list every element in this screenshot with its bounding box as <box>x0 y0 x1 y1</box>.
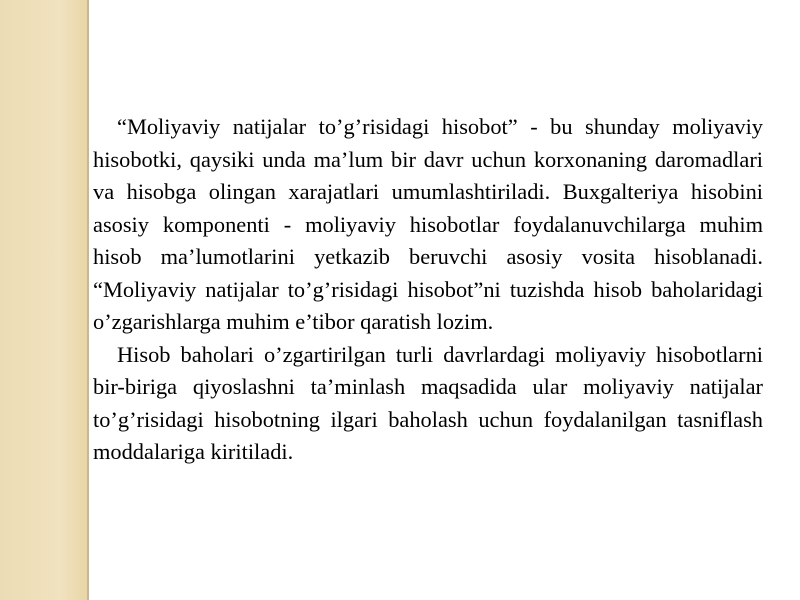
paragraph-2: Hisob baholari o’zgartirilgan turli davrlardagi moliyaviy hisobotlarni bir-biriga qiyoslashni ta’minlash maqsadida ular moliyaviy natijalar to’g’risidagi hisobotning ilgari baholash uchun foydalanilgan tasniflash moddalariga kiritiladi. <box>93 341 763 464</box>
slide-body-text <box>93 111 763 469</box>
side-bar-edge <box>87 0 89 600</box>
decorative-side-bar <box>0 0 87 600</box>
paragraph-1: “Moliyaviy natijalar to’g’risidagi hisobot” - bu shunday moliyaviy hisobotki, qaysiki unda ma’lum bir davr uchun korxonaning daromadlari va hisobga olingan xarajatlari umumlashtiriladi. Buxgalteriya hisobini asosiy komponenti - moliyaviy hisobotlar foydalanuvchilarga muhim hisob ma’lumotlarini yetkazib beruvchi asosiy vosita hisoblanadi. “Moliyaviy natijalar to’g’risidagi hisobot”ni tuzishda hisob baholaridagi o’zgarishlarga muhim e’tibor qaratish lozim. <box>93 114 763 334</box>
